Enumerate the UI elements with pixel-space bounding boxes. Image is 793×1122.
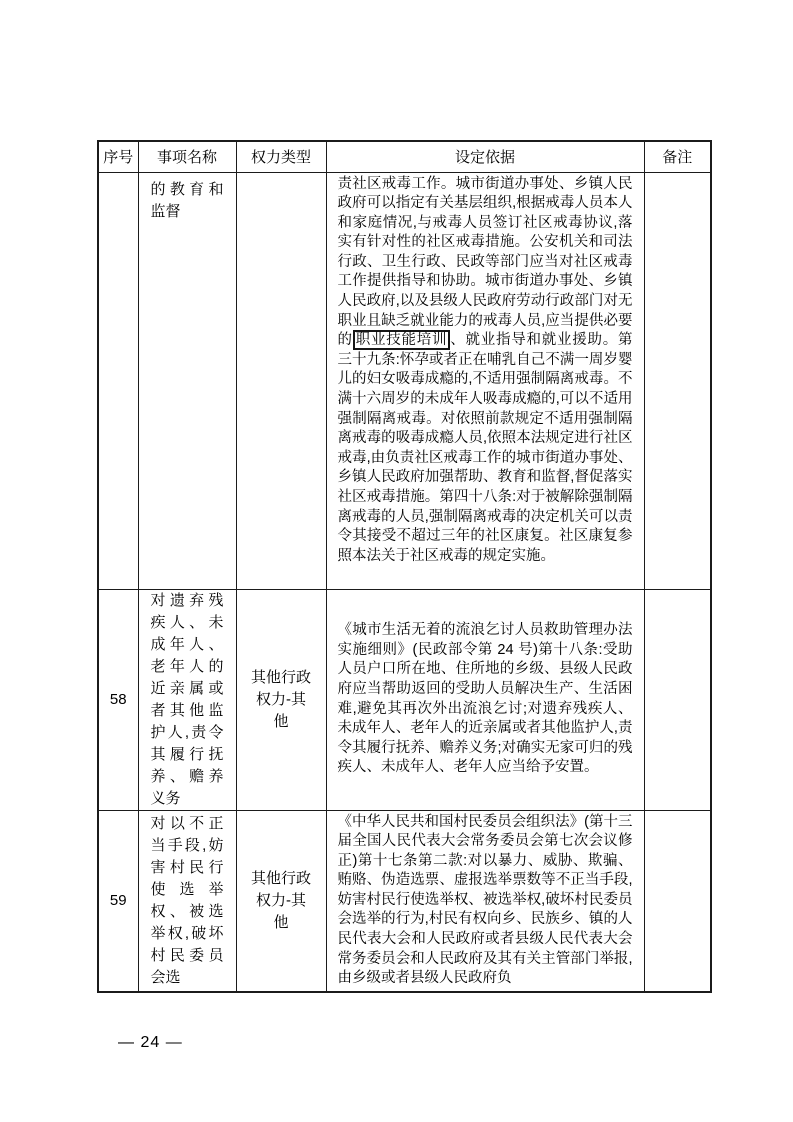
basis-boxed-text: 职业技能培训 bbox=[353, 330, 451, 350]
header-cell-basis: 设定依据 bbox=[326, 141, 644, 172]
power-type-cell bbox=[236, 172, 326, 589]
table-header-row bbox=[98, 141, 711, 172]
table-row-59 bbox=[98, 810, 711, 992]
seq-cell: 59 bbox=[98, 810, 138, 992]
header-cell-power-type: 权力类型 bbox=[236, 141, 326, 172]
table-row-58 bbox=[98, 589, 711, 810]
basis-cell: 《中华人民共和国村民委员会组织法》(第十三届全国人民代表大会常务委员会第七次会议修正)第十七条第二款:对以暴力、威胁、欺骗、贿赂、伪造选票、虚报选举票数等不正当手段,妨害村民行使选举权、被选举权,破坏村民委员会选举的行为,村民有权向乡、民族乡、镇的人民代表大会和人民政府或者县级人民代表大会常务委员会和人民政府及其有关主管部门举报,由乡级或者县级人民政府负 bbox=[326, 810, 644, 992]
item-name-cell: 的教育和监督 bbox=[138, 172, 236, 589]
item-name-cell: 对以不正当手段,妨害村民行使选举权、被选举权,破坏村民委员会选 bbox=[138, 810, 236, 992]
table-row-57-continued bbox=[98, 172, 711, 589]
seq-cell: 58 bbox=[98, 589, 138, 810]
basis-text-before: 责社区戒毒工作。城市街道办事处、乡镇人民政府可以指定有关基层组织,根据戒毒人员本人和家庭情况,与戒毒人员签订社区戒毒协议,落实有针对性的社区戒毒措施。公安机关和司法行政、卫生行政、民政等部门应当对社区戒毒工作提供指导和协助。城市街道办事处、乡镇人民政府,以及县级人民政府劳动行政部门对无职业且缺乏就业能力的戒毒人员,应当提供必要的 bbox=[337, 175, 633, 349]
header-cell-item-name: 事项名称 bbox=[138, 141, 236, 172]
power-type-cell: 其他行政权力-其他 bbox=[236, 810, 326, 992]
seq-cell bbox=[98, 172, 138, 589]
basis-cell bbox=[326, 172, 644, 589]
basis-text-after: 、就业指导和就业援助。第三十九条:怀孕或者正在哺乳自己不满一周岁婴儿的妇女吸毒成瘾的,不适用强制隔离戒毒。不满十六周岁的未成年人吸毒成瘾的,可以不适用强制隔离戒毒。对依照前款规定不适用强制隔离戒毒的吸毒成瘾人员,依照本法规定进行社区戒毒,由负责社区戒毒工作的城市街道办事处、乡镇人民政府加强帮助、教育和监督,督促落实社区戒毒措施。第四十八条:对于被解除强制隔离戒毒的人员,强制隔离戒毒的决定机关可以责令其接受不超过三年的社区康复。社区康复参照本法关于社区戒毒的规定实施。 bbox=[337, 332, 633, 564]
remark-cell bbox=[644, 589, 711, 810]
power-type-cell: 其他行政权力-其他 bbox=[236, 589, 326, 810]
item-name-cell: 对遗弃残疾人、未成年人、老年人的近亲属或者其他监护人,责令其履行抚养、赡养义务 bbox=[138, 589, 236, 810]
basis-cell: 《城市生活无着的流浪乞讨人员救助管理办法实施细则》(民政部令第 24 号)第十八条:受助人员户口所在地、住所地的乡级、县级人民政府应当帮助返回的受助人员解决生产、生活困难,避免其再次外出流浪乞讨;对遗弃残疾人、未成年人、老年人的近亲属或者其他监护人,责令其履行抚养、赡养义务;对确实无家可归的残疾人、未成年人、老年人应当给予安置。 bbox=[326, 589, 644, 810]
header-cell-remark: 备注 bbox=[644, 141, 711, 172]
page-number: — 24 — bbox=[118, 1034, 183, 1051]
remark-cell bbox=[644, 810, 711, 992]
header-cell-seq: 序号 bbox=[98, 141, 138, 172]
power-items-table bbox=[97, 140, 712, 993]
remark-cell bbox=[644, 172, 711, 589]
